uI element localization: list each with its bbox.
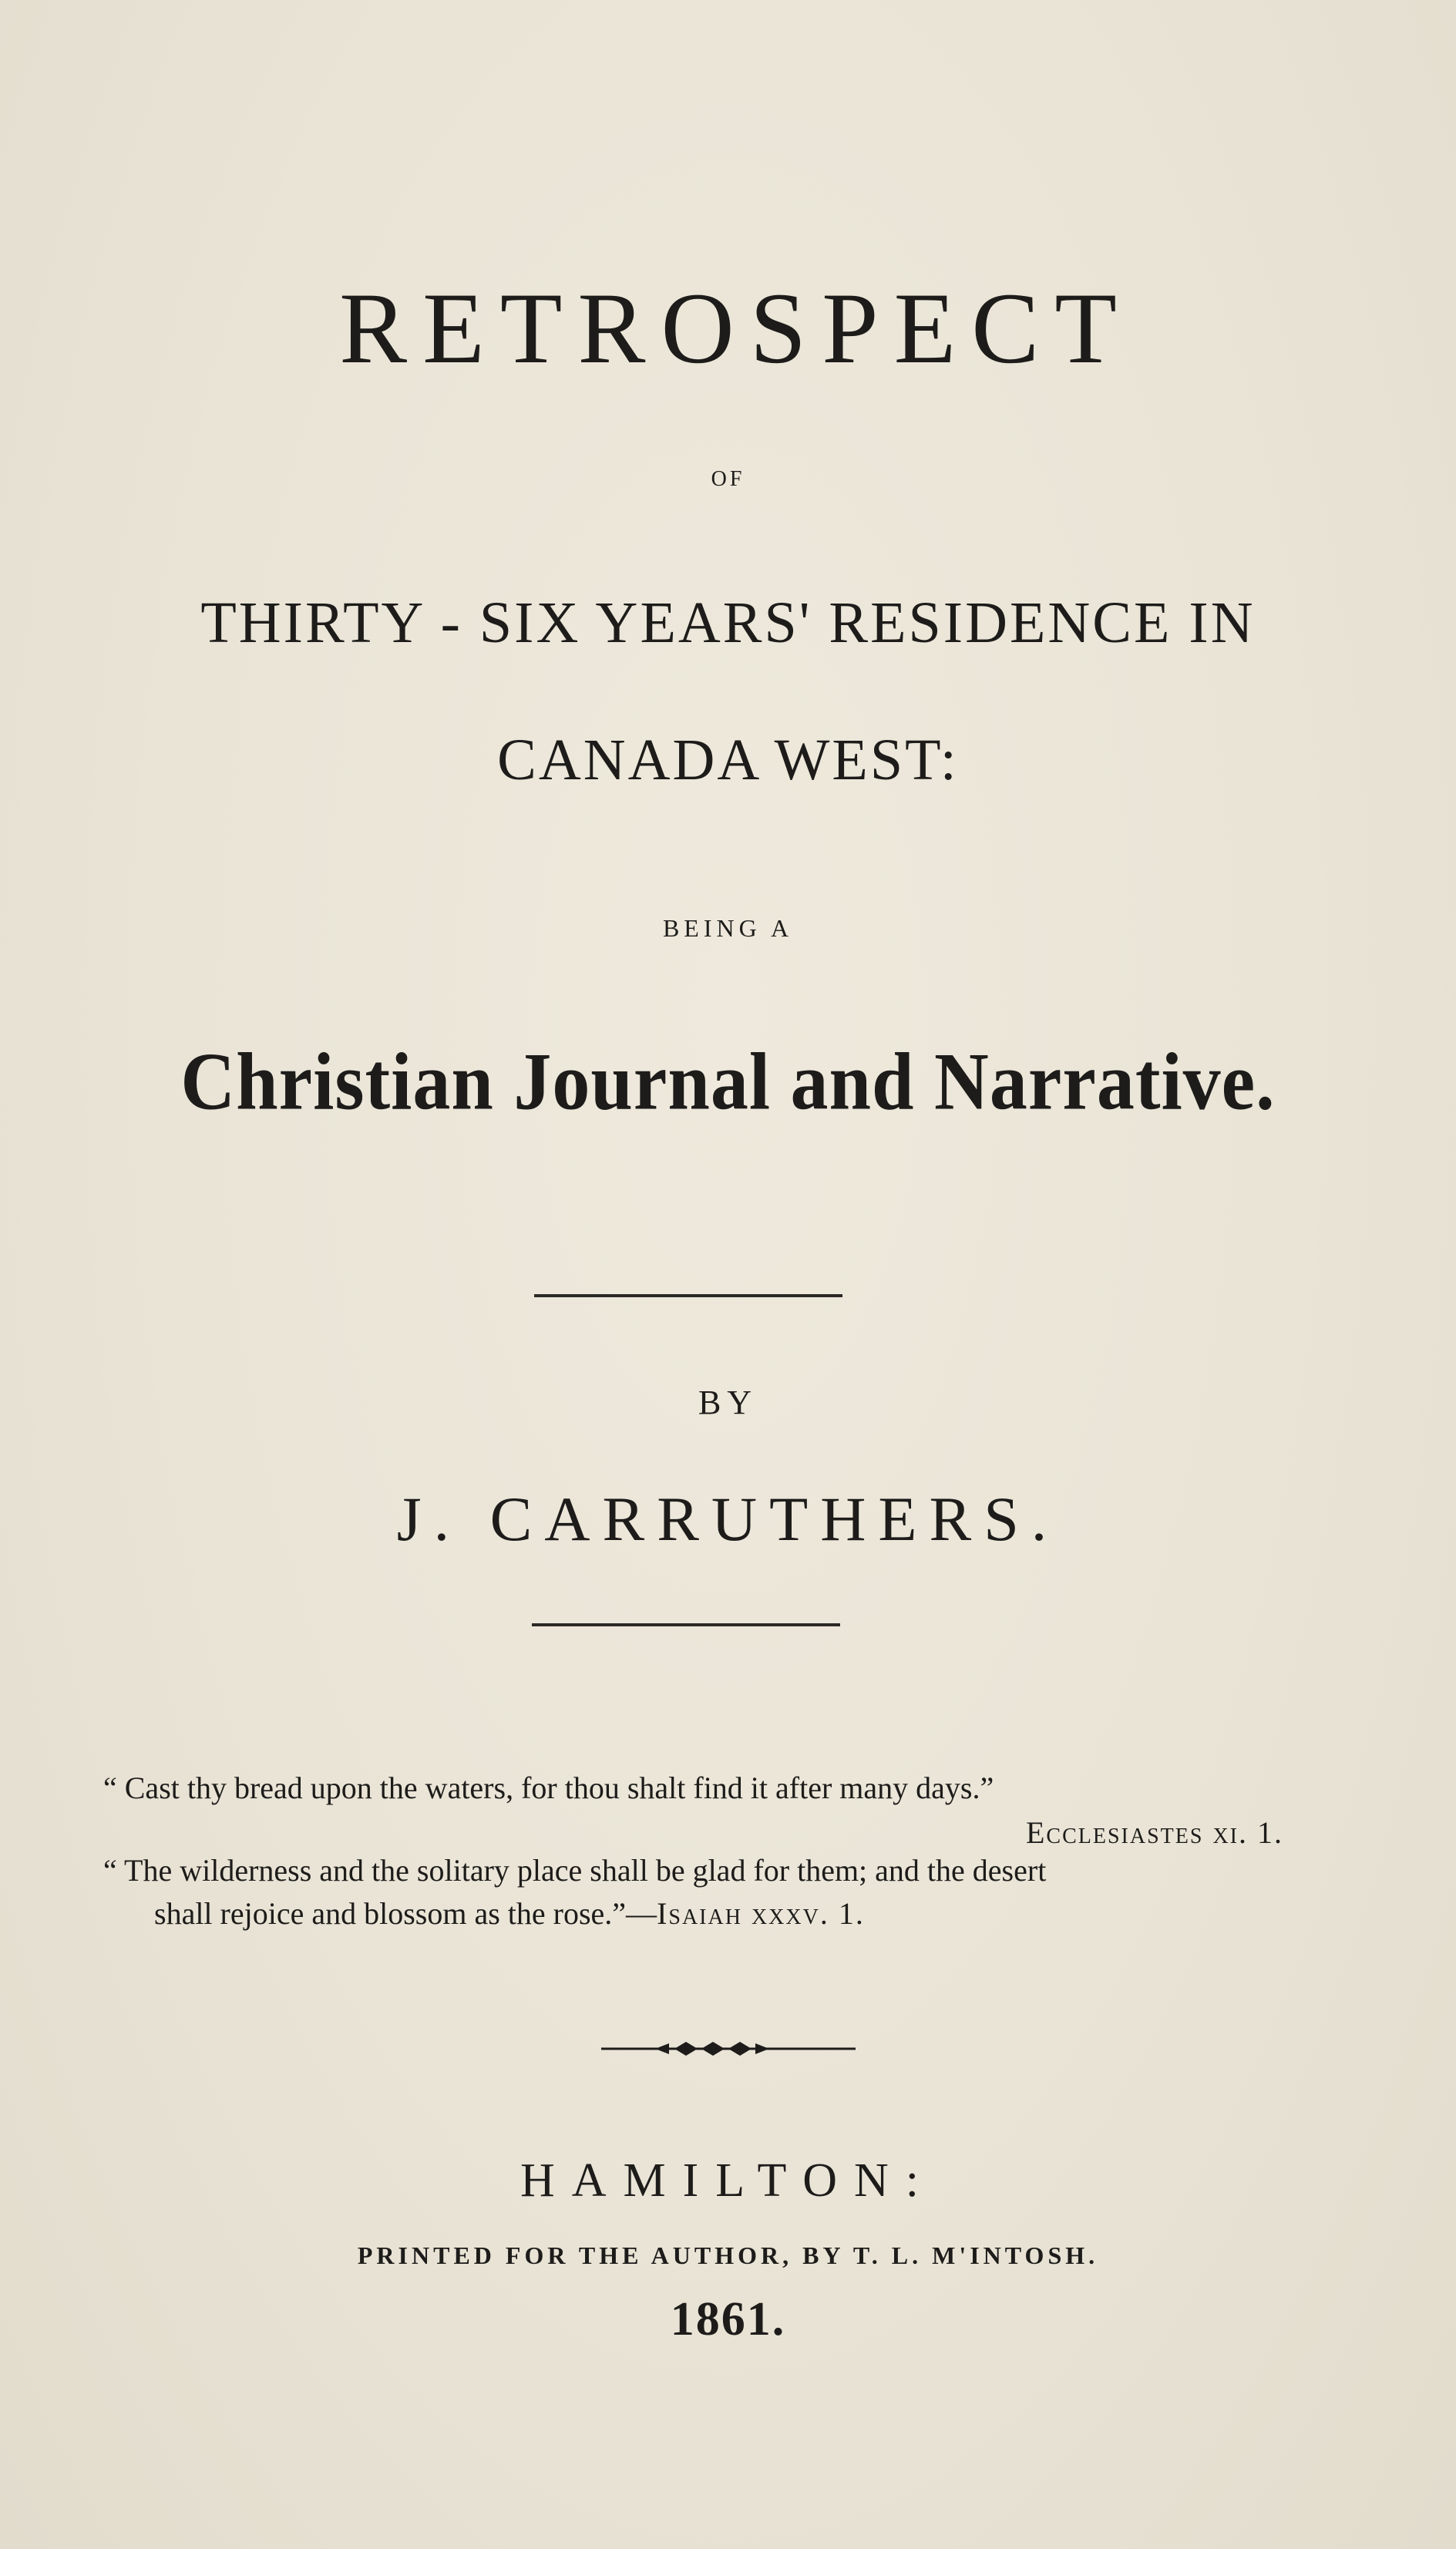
ornament-divider-icon xyxy=(601,2033,856,2064)
blackletter-subtitle: Christian Journal and Narrative. xyxy=(180,1037,1276,1128)
epigraph-2-line-1: “ The wilderness and the solitary place shall be glad for them; and the desert xyxy=(103,1853,1047,1888)
imprint-year: 1861. xyxy=(670,2293,786,2346)
imprint-printer: PRINTED FOR THE AUTHOR, BY T. L. M'INTOSH. xyxy=(357,2241,1099,2269)
subtitle-line-1: THIRTY - SIX YEARS' RESIDENCE IN xyxy=(200,590,1256,655)
epigraph-2-line-2-text: shall rejoice and blossom as the rose.”— xyxy=(154,1896,657,1931)
divider-rule-bottom xyxy=(532,1623,840,1626)
author-name: J. CARRUTHERS. xyxy=(396,1484,1060,1554)
imprint-city: HAMILTON: xyxy=(520,2154,936,2207)
subtitle-line-2: CANADA WEST: xyxy=(497,728,959,792)
by-connector: BY xyxy=(698,1384,758,1421)
epigraph-1-text: “ Cast thy bread upon the waters, for thou shalt find it after many days.” xyxy=(103,1771,994,1805)
being-connector: BEING A xyxy=(662,914,794,942)
book-title: RETROSPECT xyxy=(339,271,1132,385)
epigraph-1-reference: Ecclesiastes xi. 1. xyxy=(1025,1815,1283,1850)
divider-rule-top xyxy=(534,1294,842,1297)
title-connector: OF xyxy=(711,467,745,491)
epigraph-2-reference: Isaiah xxxv. 1. xyxy=(657,1896,865,1931)
epigraph-2-line-2 xyxy=(154,1898,865,1929)
